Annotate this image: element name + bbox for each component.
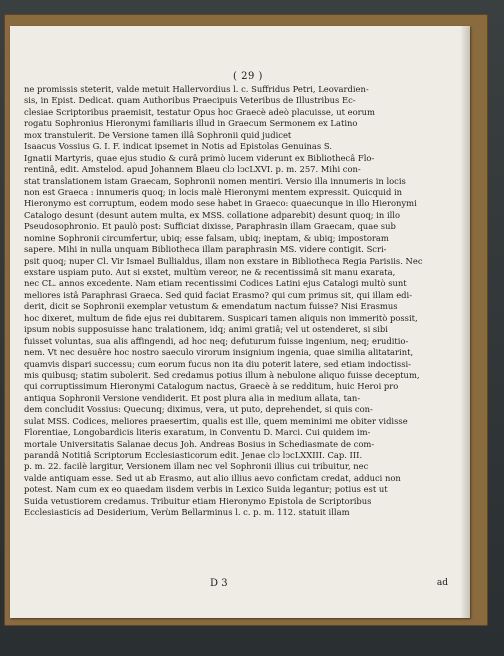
text-line: ne promissis steterit, valde metuit Hallervordius l. c. Suffridus Petri, Leovardien- [24,84,369,94]
text-line: rogatu Sophronius Hieronymi familiaris illud in Graecum Sermonem ex Latino [24,118,358,129]
text-line: mis quibusq; statim subolerit. Sed credamus potius illum à nebulone aliquo fuisse deceptum, [24,369,420,380]
text-line: Pseudosophronio. Et paulò post: Sufficiat dixisse, Paraphrasin illam Graecam, quae sub [24,221,396,232]
text-line: meliores istâ Paraphrasi Graeca. Sed quid faciat Erasmo? qui cum primus sit, qui illam edi- [24,289,413,300]
text-line: sapere. Mihi in nulla unquam Bibliotheca illam paraphrasin MS. videre contigit. Scri- [24,244,387,255]
text-line: mortale Universitatis Salanae decus Joh. Andreas Bosius in Schediasmate de com- [24,438,375,449]
text-line: fuisset voluntas, sua alis affingendi, ad hoc neq; defuturum fuisse ingenium, neq; eruditio- [24,335,409,346]
text-line: rentinâ, edit. Amstelod. apud Johannem Blaeu clɔ lↄcLXVI. p. m. 257. Mihi con- [24,164,361,175]
text-line: Florentiae, Longobardicis literis exaratum, in Conventu D. Marci. Cui quidem im- [24,427,371,438]
book-page [10,26,470,618]
text-line: stat translationem istam Graecam, Sophronii nomen mentiri. Versio illa innumeris in locis [24,175,406,186]
text-line: mox transtulerit. De Versione tamen illâ Sophronii quid judicet [24,129,292,140]
text-line: Ignatii Martyris, quae ejus studio & curâ primò lucem viderunt ex Bibliothecâ Flo- [24,152,375,163]
text-line: hoc dixeret, multum de fide ejus rei dubitarem. Suspicari tamen aliquis non immeritò possit, [24,312,418,323]
text-line: psit quoq; nuper Cl. Vir Ismael Bullialdus, illam non exstare in Bibliotheca Regia Parisiis. Nec [24,255,423,266]
text-line: antiqua Sophronii Versione vendiderit. Et post plura alia in medium allata, tan- [24,392,361,403]
text-line: quamvis dispari successu; cum eorum fucus non ita diu poterit latere, sed etiam indoctissi- [24,358,412,369]
text-line: sis, in Epist. Dedicat. quam Authoribus Praecipuis Veteribus de Illustribus Ec- [24,95,356,106]
text-line: derit, dicit se Sophronii exemplar vetustum & emendatum nactum fuisse? Nisi Erasmus [24,301,398,312]
text-line: nec CL. annos excedente. Nam etiam recentissimi Codices Latini ejus Catalogi multò sunt [24,278,407,289]
text-line: sulat MSS. Codices, meliores praesertim, qualis est ille, quem meminimi me obiter vidisse [24,415,408,426]
text-line: Hieronymo est corruptum, eodem modo sese habet in Graeco: quaecunque in illo Hieronymi [24,198,417,209]
text-line: dem concludit Vossius: Quecunq; diximus, vera, ut puto, deprehendet, si quis con- [24,404,373,415]
signature-mark: D 3 [210,578,228,589]
text-line: p. m. 22. facilè largitur, Versionem illam nec vel Sophronii illius cui tribuitur, nec [24,461,369,472]
text-line: exstare uspiam puto. Aut si exstet, multùm vereor, ne & recentissimâ sit manu exarata, [24,267,396,277]
text-line: Ecclesiasticis ad Desiderium, Verùm Bellarminus l. c. p. m. 112. statuit illam [24,507,350,518]
text-line: non est Graeca : innumeris quoq; in locis malè Hieronymi mentem expressit. Quicquid in [24,186,403,197]
text-line: Suida vetustiorem credamus. Tribuitur etiam Hieronymo Epistola de Scriptoribus [24,495,372,506]
text-line: qui corruptissimum Hieronymi Catalogum nactus, Graecè à se redditum, huic Heroi pro [24,381,399,392]
text-line: nem. Vt nec desuêre hoc nostro saeculo virorum insignium ingenia, quae similia alitatarint, [24,347,414,358]
text-line: clesiae Scriptoribus praemisit, testatur Opus hoc Graecè adeò placuisse, ut eorum [24,106,375,117]
text-line: nomine Sophronii circumfertur, ubiq; esse falsam, ubiq; ineptam, & ubiq; impostoram [24,232,389,243]
page-number: ( 29 ) [233,71,263,82]
text-line: Catalogo desunt (desunt autem multa, ex MSS. collatione adparebit) desunt quoq; in illo [24,209,401,220]
catchword: ad [436,578,448,588]
text-line: potest. Nam cum ex eo quaedam iisdem verbis in Lexico Suida legantur; potius est ut [24,484,388,495]
text-line: ipsum nobis supposuisse hanc tralationem, idq; animi gratiâ; vel ut ostenderet, si sibi [24,324,388,335]
text-line: parandâ Notitiâ Scriptorum Ecclesiasticorum edit. Jenae clɔ lↄcLXXIII. Cap. III. [24,450,363,460]
text-line: valde antiquam esse. Sed ut ab Erasmo, aut alio illius aevo confictam credat, adduci non [24,472,401,483]
body-text [24,84,460,519]
text-line: Isaacus Vossius G. I. F. indicat ipsemet in Notis ad Epistolas Genuinas S. [24,141,332,152]
